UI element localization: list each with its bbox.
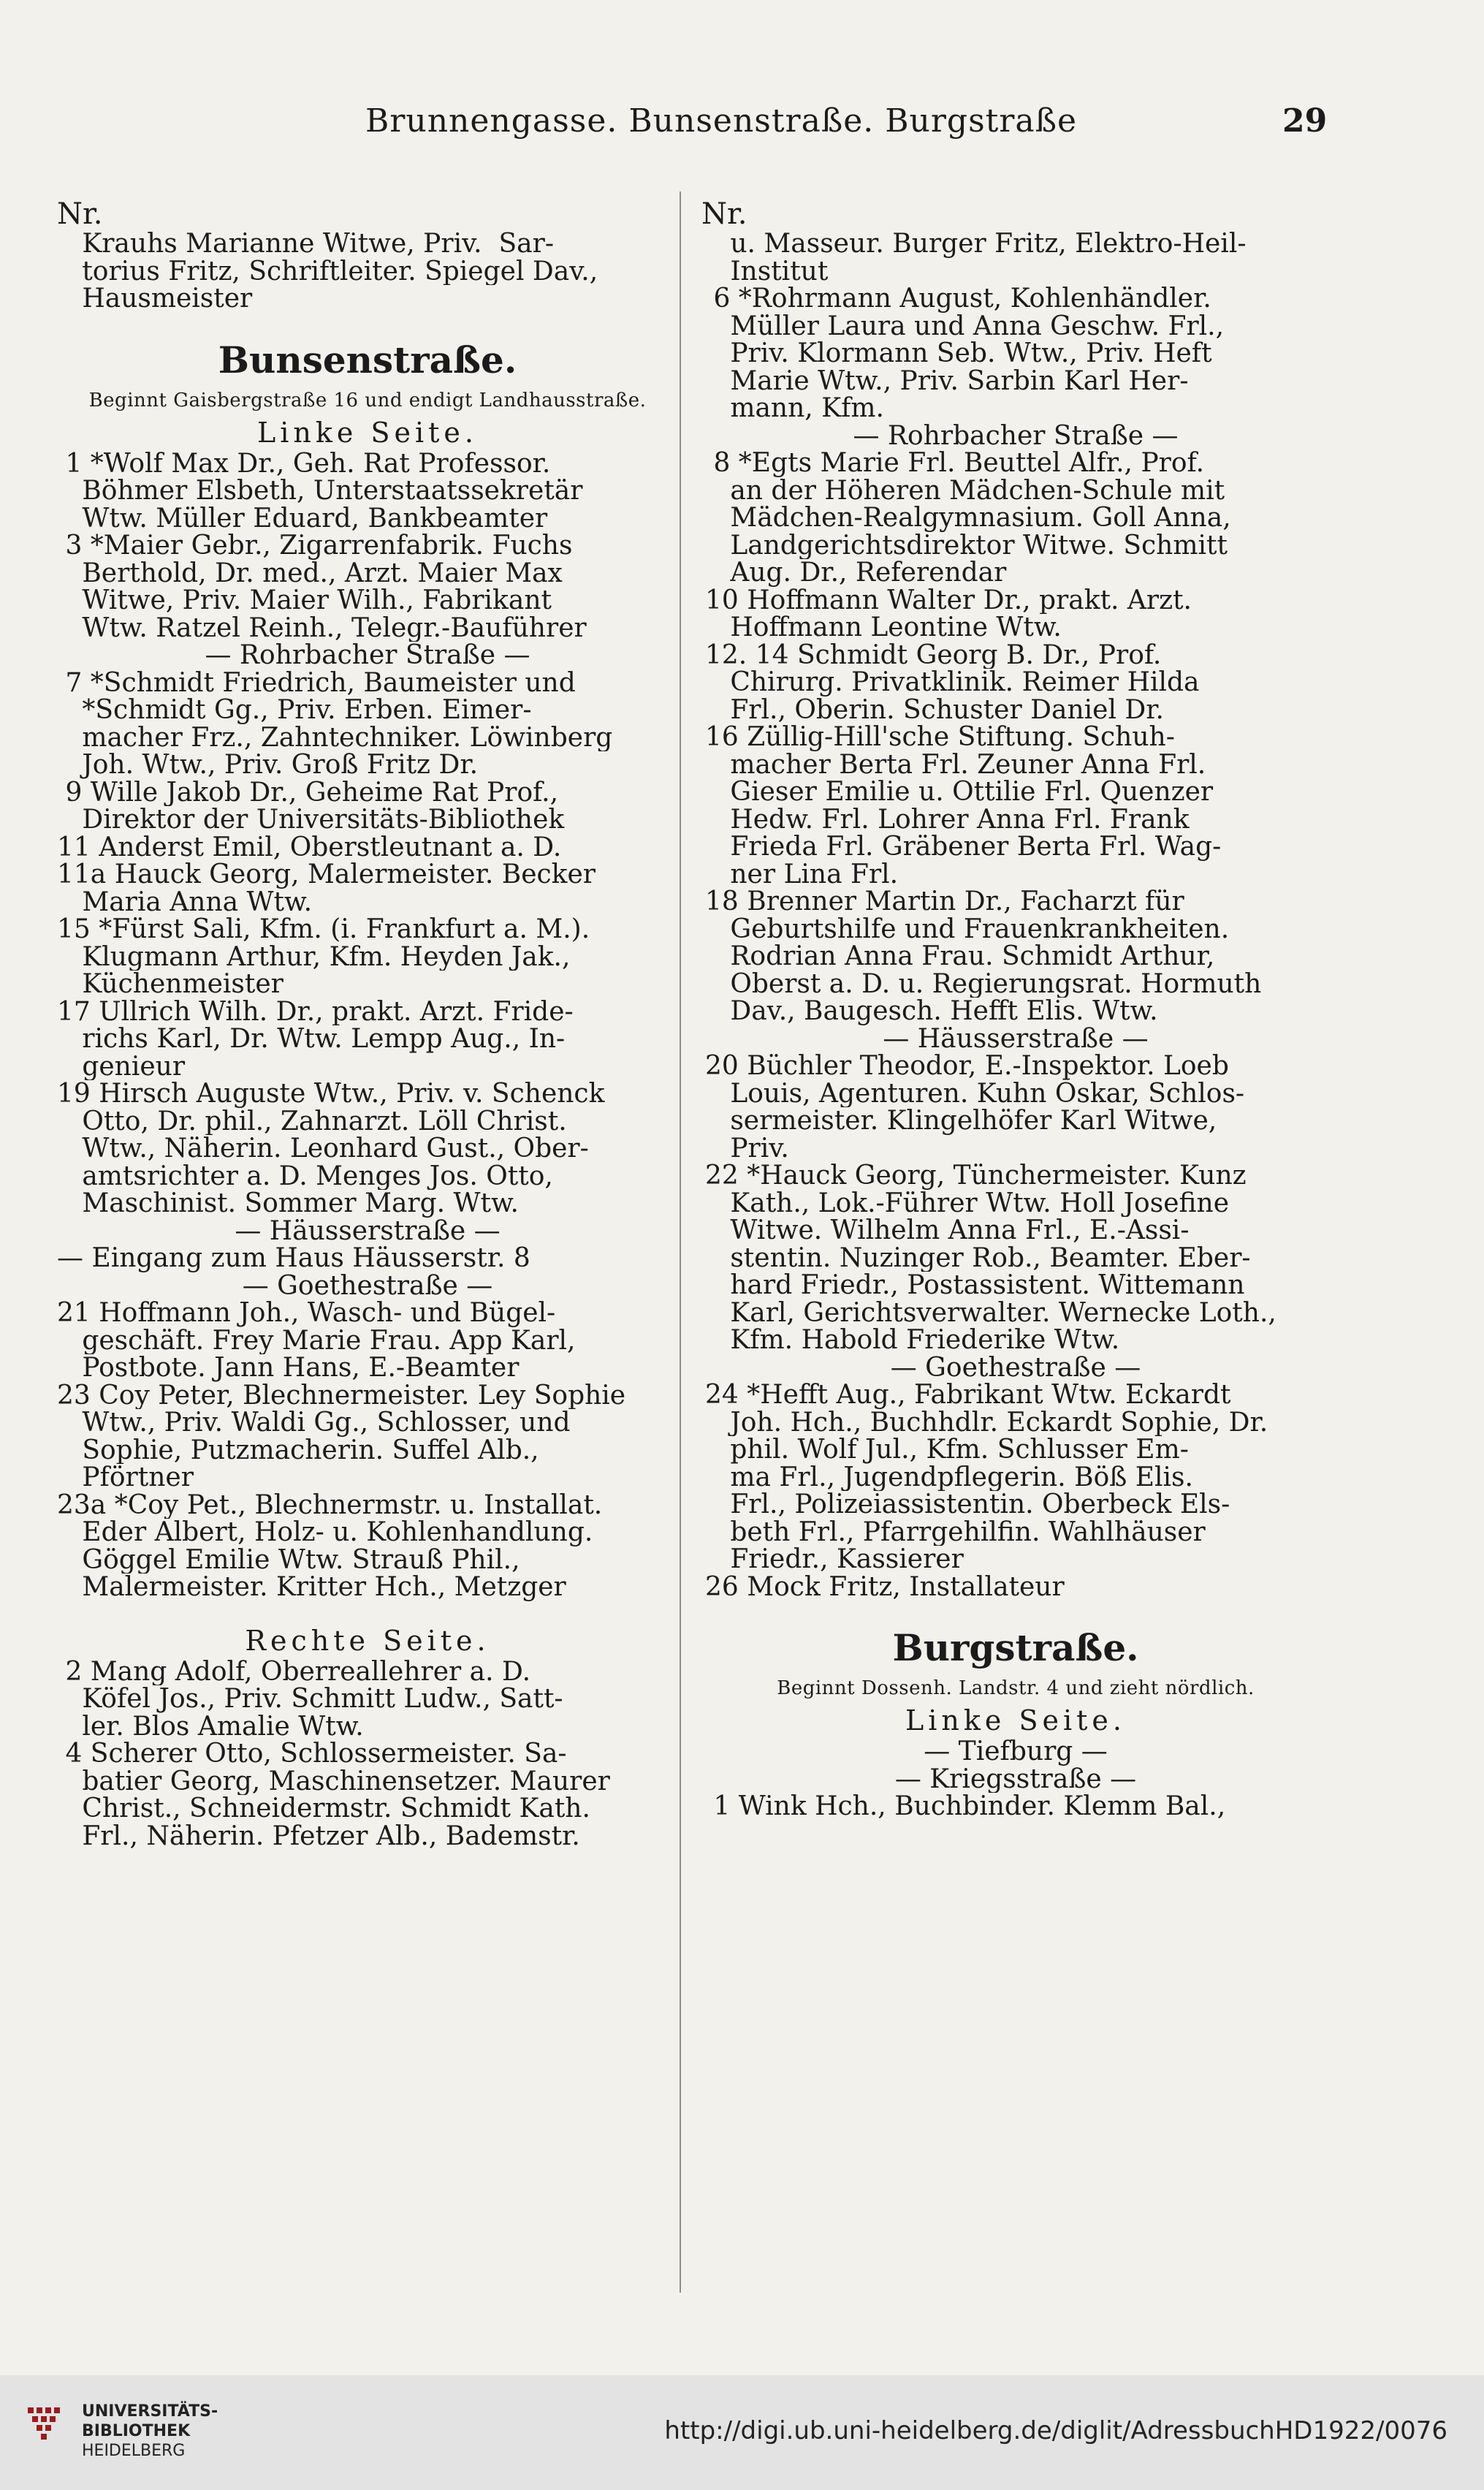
directory-entry-line: Witwe. Wilhelm Anna Frl., E.-Assi- (705, 1217, 1190, 1245)
directory-entry-line: Böhmer Elsbeth, Unterstaatssekretär (57, 477, 583, 505)
directory-entry-line: 18 Brenner Martin Dr., Facharzt für (705, 888, 1184, 916)
directory-entry-line: Küchenmeister (57, 971, 284, 998)
library-name-line2: BIBLIOTHEK (82, 2422, 191, 2440)
directory-entry-line: Priv. (705, 1134, 789, 1162)
directory-entry-line: 20 Büchler Theodor, E.-Inspektor. Loeb (705, 1052, 1229, 1080)
cross-street-marker: — Häusserstraße — (883, 1025, 1149, 1052)
directory-entry-line: ma Frl., Jugendpflegerin. Böß Elis. (705, 1463, 1193, 1491)
directory-entry-line: Institut (705, 257, 829, 285)
directory-entry-line: Oberst a. D. u. Regierungsrat. Hormuth (705, 970, 1262, 998)
directory-entry-line: 19 Hirsch Auguste Wtw., Priv. v. Schenck (57, 1080, 605, 1108)
directory-entry-line: 1 Wink Hch., Buchbinder. Klemm Bal., (705, 1793, 1226, 1821)
directory-entry-line: Wtw., Priv. Waldi Gg., Schlosser, und (57, 1409, 571, 1437)
directory-entry-line: 22 *Hauck Georg, Tünchermeister. Kunz (705, 1162, 1247, 1190)
directory-entry-line: Pförtner (57, 1464, 194, 1492)
directory-entry-line: Joh. Hch., Buchhdlr. Eckardt Sophie, Dr. (705, 1408, 1268, 1436)
column-divider (680, 191, 681, 2293)
directory-entry-line: Dav., Baugesch. Hefft Elis. Wtw. (705, 998, 1158, 1025)
directory-entry-line: Joh. Wtw., Priv. Groß Fritz Dr. (57, 751, 479, 779)
directory-entry-line: Friedr., Kassierer (705, 1546, 964, 1574)
street-description: Beginnt Dossenh. Landstr. 4 und zieht nördlich. (777, 1677, 1255, 1699)
street-heading: Burgstraße. (892, 1626, 1139, 1669)
directory-entry-line: macher Frz., Zahntechniker. Löwinberg (57, 724, 613, 751)
cross-street-marker: — Rohrbacher Straße — (853, 422, 1179, 449)
directory-entry-line: — Eingang zum Haus Häusserstr. 8 (57, 1245, 530, 1272)
directory-entry-line: 23a *Coy Pet., Blechnermstr. u. Installat. (57, 1491, 603, 1519)
directory-entry-line: an der Höheren Mädchen-Schule mit (705, 477, 1225, 504)
directory-entry-line: *Schmidt Gg., Priv. Erben. Eimer- (57, 696, 532, 724)
directory-entry-line: Postbote. Jann Hans, E.-Beamter (57, 1354, 520, 1382)
page-title: Brunnengasse. Bunsenstraße. Burgstraße (365, 102, 1078, 140)
directory-entry-line: 12. 14 Schmidt Georg B. Dr., Prof. (705, 641, 1162, 669)
directory-entry-line: richs Karl, Dr. Wtw. Lempp Aug., In- (57, 1025, 566, 1053)
directory-entry-line: Rodrian Anna Frau. Schmidt Arthur, (705, 943, 1215, 971)
directory-entry-line: Kfm. Habold Friederike Wtw. (705, 1326, 1120, 1354)
directory-entry-line: 11a Hauck Georg, Malermeister. Becker (57, 861, 595, 889)
directory-entry-line: Witwe, Priv. Maier Wilh., Fabrikant (57, 587, 552, 615)
directory-entry-line: Frl., Näherin. Pfetzer Alb., Bademstr. (57, 1822, 580, 1850)
directory-entry-line: 16 Züllig-Hill'sche Stiftung. Schuh- (705, 724, 1175, 751)
side-heading: Rechte Seite. (245, 1624, 490, 1657)
library-name-line1: UNIVERSITÄTS- (82, 2402, 218, 2421)
spacer (705, 1601, 1326, 1622)
directory-entry-line: Kath., Lok.-Führer Wtw. Holl Josefine (705, 1189, 1230, 1217)
right-column-nr-label: Nr. (701, 197, 747, 231)
directory-entry-line: Göggel Emilie Wtw. Strauß Phil., (57, 1546, 520, 1574)
left-column (57, 230, 678, 1850)
directory-entry-line: 17 Ullrich Wilh. Dr., prakt. Arzt. Fride- (57, 998, 574, 1025)
directory-entry-line: 8 *Egts Marie Frl. Beuttel Alfr., Prof. (705, 449, 1205, 477)
cross-street-marker: — Kriegsstraße — (894, 1765, 1137, 1793)
directory-entry-line: Wtw. Müller Eduard, Bankbeamter (57, 504, 548, 532)
page-number: 29 (1282, 102, 1328, 140)
directory-entry-line: mann, Kfm. (705, 395, 884, 422)
directory-entry-line: Hedw. Frl. Lohrer Anna Frl. Frank (705, 805, 1190, 833)
directory-entry-line: Malermeister. Kritter Hch., Metzger (57, 1574, 566, 1601)
directory-entry-line: 26 Mock Fritz, Installateur (705, 1573, 1065, 1601)
directory-entry-line: Mädchen-Realgymnasium. Goll Anna, (705, 504, 1231, 532)
directory-entry-line: Berthold, Dr. med., Arzt. Maier Max (57, 559, 563, 587)
directory-entry-line: sermeister. Klingelhöfer Karl Witwe, (705, 1107, 1217, 1135)
cross-street-marker: — Rohrbacher Straße — (205, 642, 530, 669)
directory-entry-line: Christ., Schneidermstr. Schmidt Kath. (57, 1795, 590, 1823)
street-description: Beginnt Gaisbergstraße 16 und endigt Landhausstraße. (88, 389, 647, 411)
directory-entry-line: Hausmeister (57, 285, 253, 313)
directory-entry-line: Müller Laura und Anna Geschw. Frl., (705, 312, 1225, 340)
directory-entry-line: ler. Blos Amalie Wtw. (57, 1712, 364, 1740)
directory-entry-line: Frieda Frl. Gräbener Berta Frl. Wag- (705, 833, 1222, 861)
directory-entry-line: 11 Anderst Emil, Oberstleutnant a. D. (57, 833, 562, 861)
right-column (705, 230, 1326, 1821)
street-heading: Bunsenstraße. (218, 338, 517, 382)
directory-entry-line: Hoffmann Leontine Wtw. (705, 614, 1062, 642)
source-url-link[interactable]: http://digi.ub.uni-heidelberg.de/diglit/AdressbuchHD1922/0076 (664, 2416, 1447, 2445)
directory-entry-line: batier Georg, Maschinensetzer. Maurer (57, 1767, 610, 1795)
directory-entry-line: Eder Albert, Holz- u. Kohlenhandlung. (57, 1519, 593, 1546)
side-heading: Linke Seite. (905, 1704, 1126, 1736)
directory-entry-line: 10 Hoffmann Walter Dr., prakt. Arzt. (705, 586, 1192, 614)
directory-entry-line: Frl., Polizeiassistentin. Oberbeck Els- (705, 1491, 1230, 1519)
directory-entry-line: Gieser Emilie u. Ottilie Frl. Quenzer (705, 778, 1214, 806)
directory-entry-line: Köfel Jos., Priv. Schmitt Ludw., Satt- (57, 1685, 563, 1713)
directory-entry-line: Frl., Oberin. Schuster Daniel Dr. (705, 696, 1164, 724)
directory-entry-line: Louis, Agenturen. Kuhn Oskar, Schlos- (705, 1079, 1245, 1107)
directory-entry-line: 1 *Wolf Max Dr., Geh. Rat Professor. (57, 449, 551, 477)
spacer (57, 313, 678, 335)
directory-entry-line: 7 *Schmidt Friedrich, Baumeister und (57, 669, 576, 696)
library-name (82, 2402, 218, 2461)
directory-entry-line: 2 Mang Adolf, Oberreallehrer a. D. (57, 1658, 531, 1685)
directory-entry-line: Direktor der Universitäts-Bibliothek (57, 806, 565, 834)
directory-entry-line: 4 Scherer Otto, Schlossermeister. Sa- (57, 1740, 567, 1768)
directory-entry-line: Priv. Klormann Seb. Wtw., Priv. Heft (705, 340, 1212, 368)
directory-entry-line: Maschinist. Sommer Marg. Wtw. (57, 1190, 520, 1218)
directory-entry-line: Landgerichtsdirektor Witwe. Schmitt (705, 531, 1228, 559)
directory-entry-line: 3 *Maier Gebr., Zigarrenfabrik. Fuchs (57, 532, 573, 560)
directory-entry-line: stentin. Nuzinger Rob., Beamter. Eber- (705, 1244, 1251, 1272)
directory-entry-line: Chirurg. Privatklinik. Reimer Hilda (705, 669, 1200, 696)
directory-entry-line: geschäft. Frey Marie Frau. App Karl, (57, 1326, 576, 1354)
cross-street-marker: — Häusserstraße — (235, 1217, 501, 1245)
directory-entry-line: Otto, Dr. phil., Zahnarzt. Löll Christ. (57, 1107, 567, 1135)
running-header (0, 102, 1484, 153)
directory-entry-line: Karl, Gerichtsverwalter. Wernecke Loth., (705, 1299, 1276, 1326)
directory-entry-line: 21 Hoffmann Joh., Wasch- und Bügel- (57, 1299, 556, 1327)
directory-entry-line: beth Frl., Pfarrgehilfin. Wahlhäuser (705, 1518, 1206, 1546)
directory-entry-line: torius Fritz, Schriftleiter. Spiegel Dav., (57, 257, 598, 285)
side-heading: Linke Seite. (257, 416, 478, 449)
directory-entry-line: macher Berta Frl. Zeuner Anna Frl. (705, 751, 1206, 778)
directory-entry-line: hard Friedr., Postassistent. Wittemann (705, 1272, 1245, 1299)
cross-street-marker: — Goethestraße — (242, 1272, 493, 1299)
footer-bar (0, 2375, 1484, 2490)
directory-entry-line: Sophie, Putzmacherin. Suffel Alb., (57, 1436, 539, 1464)
directory-entry-line: genieur (57, 1052, 186, 1080)
directory-entry-line: Krauhs Marianne Witwe, Priv. Sar- (57, 230, 555, 258)
left-column-nr-label: Nr. (57, 197, 103, 231)
directory-entry-line: 9 Wille Jakob Dr., Geheime Rat Prof., (57, 778, 559, 806)
cross-street-marker: — Tiefburg — (924, 1738, 1108, 1766)
directory-entry-line: Marie Wtw., Priv. Sarbin Karl Her- (705, 367, 1189, 395)
directory-entry-line: Aug. Dr., Referendar (705, 559, 1007, 587)
directory-entry-line: phil. Wolf Jul., Kfm. Schlusser Em- (705, 1436, 1189, 1464)
directory-entry-line: ner Lina Frl. (705, 860, 899, 888)
directory-entry-line: 24 *Hefft Aug., Fabrikant Wtw. Eckardt (705, 1381, 1231, 1409)
directory-entry-line: 6 *Rohrmann August, Kohlenhändler. (705, 285, 1211, 313)
spacer (57, 1601, 678, 1623)
directory-entry-line: 23 Coy Peter, Blechnermeister. Ley Sophie (57, 1381, 626, 1409)
directory-entry-line: amtsrichter a. D. Menges Jos. Otto, (57, 1162, 553, 1190)
directory-entry-line: Klugmann Arthur, Kfm. Heyden Jak., (57, 943, 571, 971)
library-name-line3: HEIDELBERG (82, 2442, 186, 2460)
directory-entry-line: 15 *Fürst Sali, Kfm. (i. Frankfurt a. M.). (57, 916, 590, 944)
library-logo (22, 2403, 73, 2461)
directory-entry-line: Wtw., Näherin. Leonhard Gust., Ober- (57, 1135, 589, 1163)
directory-entry-line: Maria Anna Wtw. (57, 888, 313, 916)
directory-entry-line: Wtw. Ratzel Reinh., Telegr.-Bauführer (57, 614, 587, 642)
directory-entry-line: Geburtshilfe und Frauenkrankheiten. (705, 915, 1230, 943)
directory-entry-line: u. Masseur. Burger Fritz, Elektro-Heil- (705, 230, 1247, 258)
cross-street-marker: — Goethestraße — (890, 1354, 1141, 1381)
